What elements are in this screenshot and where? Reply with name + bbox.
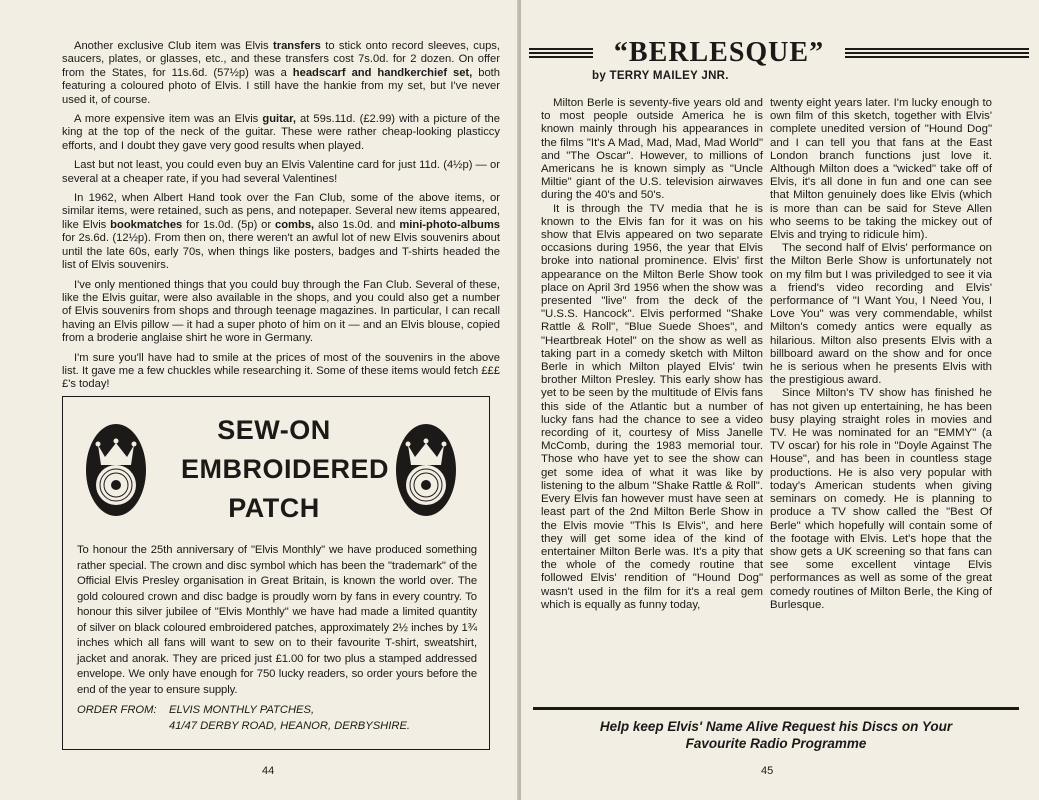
footer-slogan [533, 718, 1019, 752]
paragraph-text: also 1s.0d. and [314, 218, 400, 231]
order-line: 41/47 DERBY ROAD, HEANOR, DERBYSHIRE. [169, 720, 411, 732]
paragraph-text: to stick onto record sleeves, cups, saucers, plates, or glasses, etc., and these transfers cost 7s.0d. for 2 dozen. On offer from the States, for 11s.6d. (57½p) was a [62, 40, 500, 79]
paragraph-text: I'm sure you'll have had to smile at the prices of most of the souvenirs in the above list. It gave me a few chuckles while researching it. Some of these items would fetch ££££'s today! [62, 351, 500, 391]
paragraph-text: Another exclusive Club item was Elvis [74, 40, 273, 52]
crown-disc-badge-icon [395, 423, 457, 517]
ad-title-line: EMBROIDERED [181, 454, 390, 484]
paragraph-text: both featuring a coloured photo of Elvis. I still have the hankie from my set, but I've never used it, of course. [62, 66, 500, 106]
paragraph-text: at 59s.11d. (£2.99) with a picture of the king at the top of the neck of the guitar. These were rather cheap-looking plasticcy efforts, and I doubt they gave very good results when played. [62, 113, 501, 152]
page-number: 44 [262, 765, 275, 777]
page-number: 45 [761, 765, 774, 777]
article-paragraph [62, 40, 500, 107]
bold-item-name: mini-photo-albums [399, 218, 500, 231]
article-column-1 [541, 97, 763, 612]
article-paragraph: The second half of Elvis' performance on the Milton Berle Show is unfortunately not on my film but I was priviledged to see it via a friend's video recording and Elvis' performance of "I Want You, I Need You, I Love You" was very commendable, whilst Milton's comedy antics were equally as hilarious. Milton also presents Elvis with a billboard award on the show and for once he is serious when he presents Elvis with the prestigious award. [770, 242, 992, 387]
order-label: ORDER FROM: [77, 704, 157, 716]
article-paragraph [62, 279, 500, 346]
footer-line: Favourite Radio Programme [685, 736, 867, 751]
right-page [521, 0, 1039, 800]
heading-rule [845, 48, 1029, 61]
patch-advertisement [62, 396, 490, 750]
article-heading [529, 38, 1029, 68]
article-paragraph: twenty eight years later. I'm lucky enough to own film of this sketch, together with Elvis' complete unedited version of "Hound Dog" and I can tell you that fans at the East London branch functions just love it. Although Milton does a "wicked" take off of Elvis, it's all done in fun and one can see that Milton genuinely does like Elvis (which is more than can be said for Steve Allen who seems to be taking the mickey out of Elvis and trying to ridicule him). [770, 97, 992, 242]
paragraph-text: I've only mentioned things that you could buy through the Fan Club. Several of these, like the Elvis guitar, were also available in the shops, and you could also get a number of Elvis souvenirs from shops and through teenage magazines. In particular, I can recall having an Elvis pillow — it had a super photo of him on it — and an Elvis blouse, copied from a broderie anglaise shirt he wore in Germany. [62, 278, 500, 345]
bold-item-name: bookmatches [110, 218, 183, 231]
bold-item-name: combs, [275, 218, 315, 231]
order-line: ELVIS MONTHLY PATCHES, [169, 704, 315, 716]
article-column-2 [770, 97, 992, 612]
order-address [77, 702, 410, 734]
paragraph-text: for 1s.0d. (5p) or [182, 218, 275, 231]
ad-title-line: PATCH [228, 493, 320, 523]
bold-item-name: headscarf and handkerchief set, [292, 66, 473, 79]
article-title: “BERLESQUE” [613, 37, 825, 68]
paragraph-text: for 2s.6d. (12½p). From then on, there weren't an awful lot of new Elvis souvenirs about until the late 60s, early 70s, when things like posters, badges and T-shirts headed the list of Elvis souvenirs. [62, 232, 500, 272]
bold-item-name: guitar, [262, 113, 296, 126]
bold-item-name: transfers [273, 40, 321, 52]
article-paragraph: Milton Berle is seventy-five years old and to most people outside America he is known mainly through his appearances in the films "It's A Mad, Mad, Mad, Mad World" and "The Oscar". However, to millions of Americans he is known simply as "Uncle Miltie" giant of the U.S. television airwaves during the 40's and 50's. [541, 97, 763, 202]
article-paragraph: It is through the TV media that he is known to the Elvis fan for it was on his show that Elvis appeared on two separate occasions during 1956, the year that Elvis broke into national prominence. Elvis' first appearance on the Milton Berle Show took place on April 3rd 1956 when the show was presented "live" from the deck of the "U.S.S. Hancock". Elvis performed "Shake Rattle & Roll", "Blue Suede Shoes", and "Heartbreak Hotel" on the show as well as taking part in a comedy sketch with Milton Berle in which Milton played Elvis' twin brother Milton Presley. This early show has yet to be seen by the multitude of Elvis fans this side of the Atlantic but a number of lucky fans had the chance to see a video recording of it, courtesy of Miss Janelle McComb, during the 1983 memorial tour. Those who have yet to see the show can get some idea of what it was like by listening to the album "Shake Rattle & Roll". Every Elvis fan however must have seen at least part of the 2nd Milton Berle Show in the Elvis movie "This Is Elvis", and here they will get some idea of the kind of entertainer Milton Berle was. It's a pity that the whole of the comedy routine that followed Elvis' rendition of "Hound Dog" wasn't used in the film for it's a real gem which is equally as funny today, [541, 202, 763, 611]
article-paragraph: Since Milton's TV show has finished he has not given up entertaining, he has been busy playing straight roles in movies and TV. He was nominated for an "EMMY" (a TV oscar) for his role in "Doyle Against The House", and has been in countless stage productions. He is also very popular with today's American students when giving seminars on comedy. He is planning to produce a TV show called the "Best Of Berle" which hopefully will contain some of the footage with Elvis. Let's hope that the show gets a UK screening so that fans can see some excellent vintage Elvis performances as well as some of the great comedy routines of Milton Berle, the King of Burlesque. [770, 387, 992, 611]
paragraph-text: A more expensive item was an Elvis [74, 113, 263, 126]
article-paragraph [62, 192, 500, 272]
paragraph-text: Last but not least, you could even buy an Elvis Valentine card for just 11d. (4½p) — or several at a cheaper rate, if you had several Valentines! [62, 159, 500, 185]
footer-line: Help keep Elvis' Name Alive Request his Discs on Your [599, 719, 953, 734]
article-paragraph [62, 113, 500, 153]
article-paragraph [62, 159, 500, 186]
paragraph-text: In 1962, when Albert Hand took over the Fan Club, some of the above items, or similar items, were retained, such as pens, and notepaper. Several new items appeared, like Elvis [62, 192, 500, 231]
byline: by TERRY MAILEY JNR. [592, 70, 729, 82]
left-page [0, 0, 519, 800]
ad-body-text: To honour the 25th anniversary of "Elvis Monthly" we have produced something rather special. The crown and disc symbol which has been the "trademark" of the Official Elvis Presley organisation in Great Britain, is known the world over. The gold coloured crown and disc badge is proudly worn by fans in every country. To honour this silver jubilee of "Elvis Monthly" we have had made a limited quantity of silver on black coloured embroidered patches, approximately 2½ inches by 1¾ inches which all fans will want to sew on to their favourite T-shirt, sweatshirt, jacket and anorak. They are priced just £1.00 for two plus a stamped addressed envelope. We only have enough for 750 lucky readers, so order yours before the end of the year to ensure supply. [77, 544, 477, 696]
heading-rule [529, 48, 593, 61]
article-paragraph [62, 352, 500, 392]
ad-title [181, 411, 390, 528]
crown-disc-badge-icon [85, 423, 147, 517]
footer-rule [533, 707, 1019, 710]
left-article [62, 40, 500, 398]
ad-title-line: SEW-ON [217, 415, 331, 445]
